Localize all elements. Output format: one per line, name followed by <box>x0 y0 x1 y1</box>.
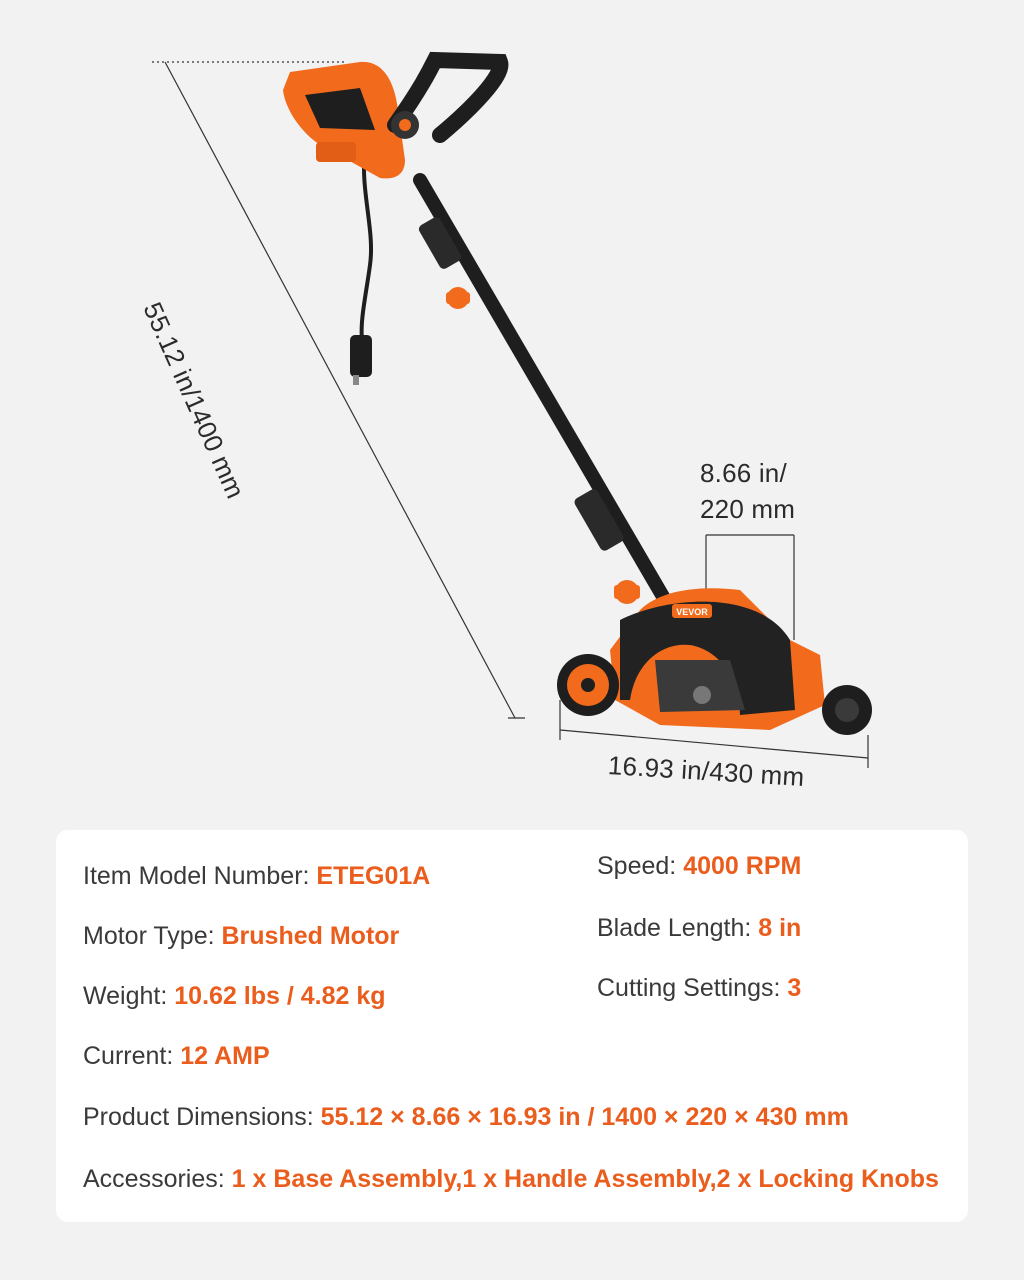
front-wheel <box>557 654 619 716</box>
spec-speed-label: Speed: <box>597 852 677 880</box>
spec-accessories-value: 1 x Base Assembly,1 x Handle Assembly,2 x Locking Knobs <box>231 1165 939 1193</box>
spec-motor <box>83 922 399 951</box>
spec-cutting-label: Cutting Settings: <box>597 974 781 1002</box>
blade-width-line1: 8.66 in/ <box>700 458 787 488</box>
shaft <box>417 180 665 600</box>
spec-motor-value: Brushed Motor <box>221 922 400 950</box>
blade-width-line2: 220 mm <box>700 494 796 524</box>
spec-current-label: Current: <box>83 1042 174 1070</box>
spec-blade-label: Blade Length: <box>597 914 752 942</box>
spec-blade <box>597 914 801 943</box>
base-assembly <box>610 588 825 730</box>
spec-speed-value: 4000 RPM <box>683 852 802 880</box>
length-dimension-label: 16.93 in/430 mm <box>607 750 806 792</box>
spec-accessories-label: Accessories: <box>83 1165 225 1193</box>
blade-width-dimension-label <box>700 455 795 527</box>
spec-cutting <box>597 974 801 1003</box>
spec-motor-label: Motor Type: <box>83 922 215 950</box>
spec-cutting-value: 3 <box>787 974 802 1002</box>
spec-speed <box>597 852 801 881</box>
spec-model-value: ETEG01A <box>316 862 431 890</box>
spec-model <box>83 862 430 891</box>
brand-logo: VEVOR <box>676 607 708 617</box>
spec-dimensions-value: 55.12 × 8.66 × 16.93 in / 1400 × 220 × 430 mm <box>320 1103 849 1131</box>
spec-accessories <box>83 1165 939 1194</box>
spec-model-label: Item Model Number: <box>83 862 310 890</box>
power-cord <box>350 150 372 385</box>
locking-knob-upper <box>446 287 470 309</box>
spec-blade-value: 8 in <box>758 914 802 942</box>
spec-current <box>83 1042 270 1071</box>
height-dimension-label: 55.12 in/1400 mm <box>137 297 251 503</box>
spec-dimensions-label: Product Dimensions: <box>83 1103 314 1131</box>
spec-dimensions <box>83 1103 849 1132</box>
spec-current-value: 12 AMP <box>180 1042 270 1070</box>
rear-wheel <box>822 685 872 735</box>
spec-weight <box>83 982 386 1011</box>
handle-assembly <box>283 60 500 178</box>
spec-weight-label: Weight: <box>83 982 168 1010</box>
spec-weight-value: 10.62 lbs / 4.82 kg <box>174 982 386 1010</box>
spec-card <box>56 830 968 1222</box>
locking-knob-lower <box>614 580 640 604</box>
